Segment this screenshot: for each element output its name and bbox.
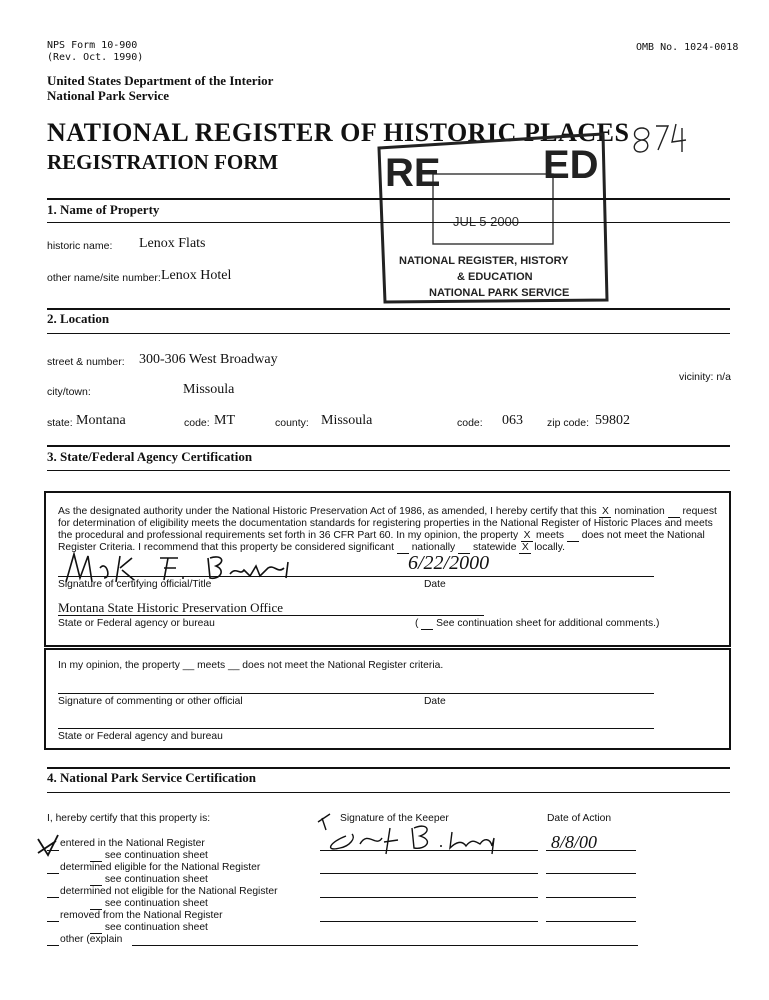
item-eligible-sub: see continuation sheet	[90, 874, 208, 886]
svg-text:ED: ED	[543, 143, 599, 187]
vicinity-label: vicinity: n/a	[679, 371, 731, 383]
action-line	[546, 850, 636, 851]
section-3-heading: 3. State/Federal Agency Certification	[47, 449, 253, 464]
svg-text:RE: RE	[385, 151, 441, 195]
opinion-line: In my opinion, the property __ meets __ does not meet the National Register criteria.	[58, 660, 444, 671]
item-other: other (explain	[60, 934, 123, 945]
agency-line	[58, 615, 484, 616]
historic-name-value: Lenox Flats	[139, 236, 206, 251]
checkbox-line[interactable]	[47, 921, 59, 922]
keeper-line	[320, 873, 538, 874]
city-label: city/town:	[47, 386, 91, 398]
section-2-heading: 2. Location	[47, 311, 110, 326]
divider	[47, 792, 730, 793]
item-entered-sub: see continuation sheet	[90, 850, 208, 862]
commenting-agency-label: State or Federal agency and bureau	[58, 731, 223, 742]
form-subtitle: REGISTRATION FORM	[47, 150, 279, 174]
checkbox-line[interactable]	[47, 850, 59, 851]
state-label: state:	[47, 417, 73, 429]
certify-label: I, hereby certify that this property is:	[47, 813, 211, 824]
svg-text:& EDUCATION: & EDUCATION	[457, 271, 533, 283]
svg-text:NATIONAL PARK SERVICE: NATIONAL PARK SERVICE	[429, 287, 570, 299]
divider	[47, 222, 730, 223]
commenting-signature-line	[58, 693, 654, 694]
divider	[47, 198, 730, 200]
divider	[47, 308, 730, 310]
zip-label: zip code:	[547, 417, 590, 429]
commenting-date-label: Date	[424, 696, 446, 707]
cert-line-2: for determination of eligibility meets the documentation standards for registering properties in the National Register of Historic Places and meets	[58, 518, 713, 529]
agency-label: State or Federal agency or bureau	[58, 618, 215, 629]
other-name-value: Lenox Hotel	[161, 268, 232, 283]
county-code-label: code:	[457, 417, 483, 429]
section-1-heading: 1. Name of Property	[47, 202, 160, 217]
keeper-line	[320, 897, 538, 898]
cert-line-1: As the designated authority under the National Historic Preservation Act of 1986, as amended, I hereby certify that this X nomination request	[58, 506, 717, 517]
other-name-label: other name/site number:	[47, 272, 161, 284]
certifying-date-value: 6/22/2000	[408, 552, 490, 574]
item-removed-sub: see continuation sheet	[90, 922, 208, 934]
item-entered: entered in the National Register	[60, 838, 205, 849]
street-value: 300-306 West Broadway	[139, 352, 278, 367]
checkbox-line[interactable]	[47, 945, 59, 946]
svg-text:JUL 5 2000: JUL 5 2000	[453, 214, 520, 229]
certifying-signature-label: Signature of certifying official/Title	[58, 579, 212, 590]
action-line	[546, 897, 636, 898]
action-line	[546, 873, 636, 874]
svg-text:NATIONAL REGISTER, HISTORY: NATIONAL REGISTER, HISTORY	[399, 255, 569, 267]
form-title: NATIONAL REGISTER OF HISTORIC PLACES	[47, 118, 630, 147]
cert-line-4: Register Criteria. I recommend that this property be considered significant nationally statewide X locally.	[58, 542, 565, 553]
divider	[47, 333, 730, 334]
signature-line	[58, 576, 654, 577]
continuation-note: ( See continuation sheet for additional comments.)	[415, 618, 660, 629]
form-number: NPS Form 10-900	[47, 40, 138, 51]
item-not-eligible-sub: see continuation sheet	[90, 898, 208, 910]
keeper-line	[320, 850, 538, 851]
commenting-signature-label: Signature of commenting or other official	[58, 696, 243, 707]
checkbox-line[interactable]	[47, 897, 59, 898]
handwritten-number	[628, 118, 698, 163]
received-stamp	[375, 130, 610, 310]
action-line	[546, 921, 636, 922]
agency-name: National Park Service	[47, 88, 170, 103]
department-name: United States Department of the Interior	[47, 73, 274, 88]
divider	[47, 445, 730, 447]
date-of-action-label: Date of Action	[547, 813, 612, 824]
certifying-date-label: Date	[424, 579, 446, 590]
omb-number: OMB No. 1024-0018	[636, 42, 739, 53]
state-code-value: MT	[214, 413, 235, 428]
item-eligible: determined eligible for the National Register	[60, 862, 261, 873]
checkbox-line[interactable]	[47, 873, 59, 874]
county-code-value: 063	[502, 413, 523, 428]
date-of-action-value: 8/8/00	[551, 832, 598, 852]
agency-value: Montana State Historic Preservation Office	[58, 600, 284, 615]
keeper-signature-label: Signature of the Keeper	[340, 813, 449, 824]
state-code-label: code:	[184, 417, 210, 429]
other-explain-line	[132, 945, 638, 946]
section-4-heading: 4. National Park Service Certification	[47, 770, 257, 785]
commenting-agency-line	[58, 728, 654, 729]
item-removed: removed from the National Register	[60, 910, 223, 921]
divider	[47, 767, 730, 769]
form-revision: (Rev. Oct. 1990)	[47, 52, 144, 63]
street-label: street & number:	[47, 356, 125, 368]
state-value: Montana	[76, 413, 126, 428]
zip-value: 59802	[595, 413, 630, 428]
cert-line-3: the procedural and professional requirements set forth in 36 CFR Part 60. In my opinion, the property X meets does not meet the National	[58, 530, 705, 541]
county-label: county:	[275, 417, 309, 429]
item-not-eligible: determined not eligible for the National Register	[60, 886, 278, 897]
keeper-line	[320, 921, 538, 922]
county-value: Missoula	[321, 413, 373, 428]
divider	[47, 470, 730, 471]
historic-name-label: historic name:	[47, 240, 113, 252]
city-value: Missoula	[183, 382, 235, 397]
